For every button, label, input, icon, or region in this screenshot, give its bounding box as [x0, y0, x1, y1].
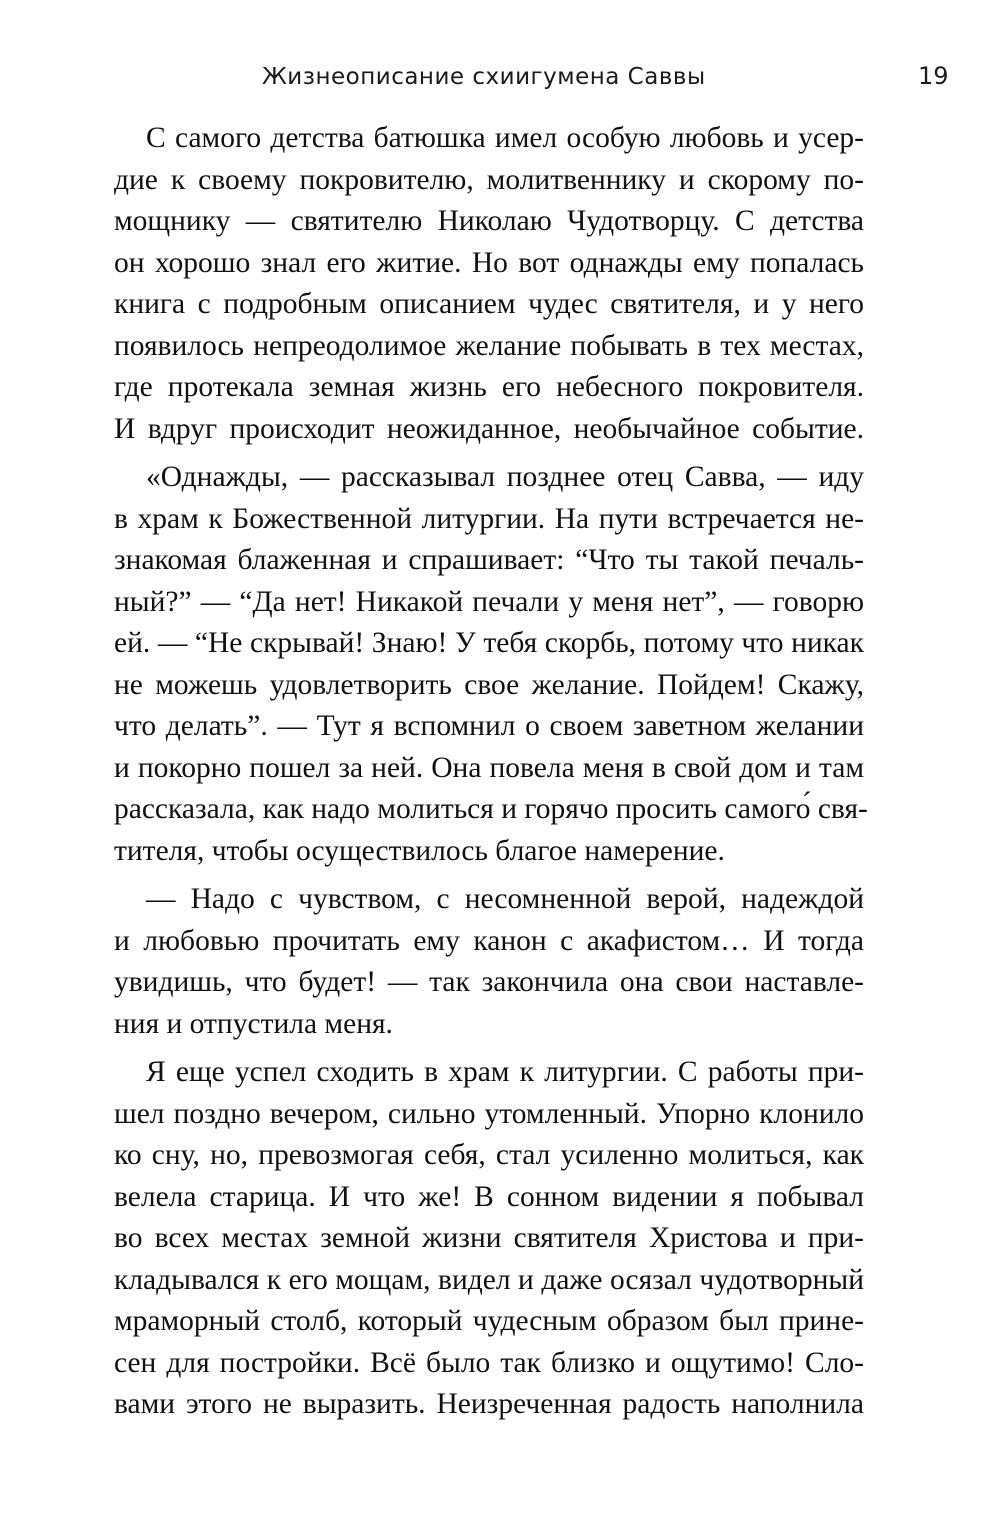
text-line: мраморный столб, который чудесным образом был принe-	[114, 1305, 864, 1337]
text-line: «Однажды, — рассказывал позднее отец Савва, — иду	[146, 461, 864, 493]
text-line: ко сну, но, превозмогая себя, стал усиленно молиться, как	[114, 1139, 864, 1171]
text-line: тителя, чтобы осуществилось благое намерение.	[114, 834, 725, 867]
paragraph	[114, 457, 868, 872]
running-title: Жизнеописание схиигумена Саввы	[262, 64, 706, 90]
text-line: и покорно пошел за ней. Она повела меня в свой дом и там	[114, 751, 864, 784]
text-line: во всех местах земной жизни святителя Христова и при-	[114, 1222, 864, 1254]
text-line: увидишь, что будет! — так закончила она свои наставле-	[114, 966, 864, 998]
text-line: вами этого не выразить. Неизреченная радость наполнила	[114, 1388, 864, 1420]
text-line: он хорошо знал его житие. Но вот однажды ему попалась	[114, 246, 864, 279]
text-line: велела старица. И что же! В сонном видении я побывал	[114, 1180, 864, 1213]
text-line: что делать”. — Тут я вспомнил о своем заветном желании	[114, 710, 864, 742]
text-line: книга с подробным описанием чудес святителя, и у него	[114, 288, 864, 320]
text-line: не можешь удовлетворить свое желание. Пойдем! Скажу,	[114, 668, 864, 701]
text-line: появилось непреодолимое желание побывать в тех местах,	[114, 329, 864, 362]
text-line: сен для постройки. Всё было так близко и ощутимо! Сло-	[114, 1346, 864, 1379]
text-line: в храм к Божественной литургии. На пути встречается не-	[114, 502, 864, 535]
paragraph	[114, 1052, 864, 1426]
text-line: шел поздно вечером, сильно утомленный. Упорно клонило	[114, 1097, 864, 1130]
text-line: мощнику — святителю Николаю Чудотворцу. С детства	[114, 205, 864, 237]
text-line: — Надо с чувством, с несомненной верой, надеждой	[146, 883, 864, 915]
body-text	[114, 118, 868, 1433]
text-line: Я еще успел сходить в храм к литургии. С работы при-	[146, 1056, 864, 1088]
page-number: 19	[918, 62, 949, 90]
text-line: И вдруг происходит неожиданное, необычайное событие.	[114, 412, 864, 445]
paragraph	[114, 118, 864, 450]
text-line: и любовью прочитать ему канон с акафистом… И тогда	[114, 924, 864, 957]
text-line: кладывался к его мощам, видел и даже осязал чудотворный	[114, 1263, 864, 1296]
text-line: дие к своему покровителю, молитвеннику и скорому по-	[114, 163, 864, 196]
text-line: ей. — “Не скрывай! Знаю! У тебя скорбь, потому что никак	[114, 627, 864, 659]
text-line: рассказала, как надо молиться и горячо просить самого́ свя-	[114, 793, 868, 825]
text-line: С самого детства батюшка имел особую любовь и усер-	[146, 122, 864, 154]
text-line: ный?” — “Да нет! Никакой печали у меня нет”, — говорю	[114, 585, 864, 618]
text-line: ния и отпустила меня.	[114, 1007, 393, 1040]
text-line: где протекала земная жизнь его небесного покровителя.	[114, 371, 864, 403]
paragraph	[114, 879, 864, 1045]
text-line: знакомая блаженная и спрашивает: “Что ты такой печаль-	[114, 544, 864, 576]
